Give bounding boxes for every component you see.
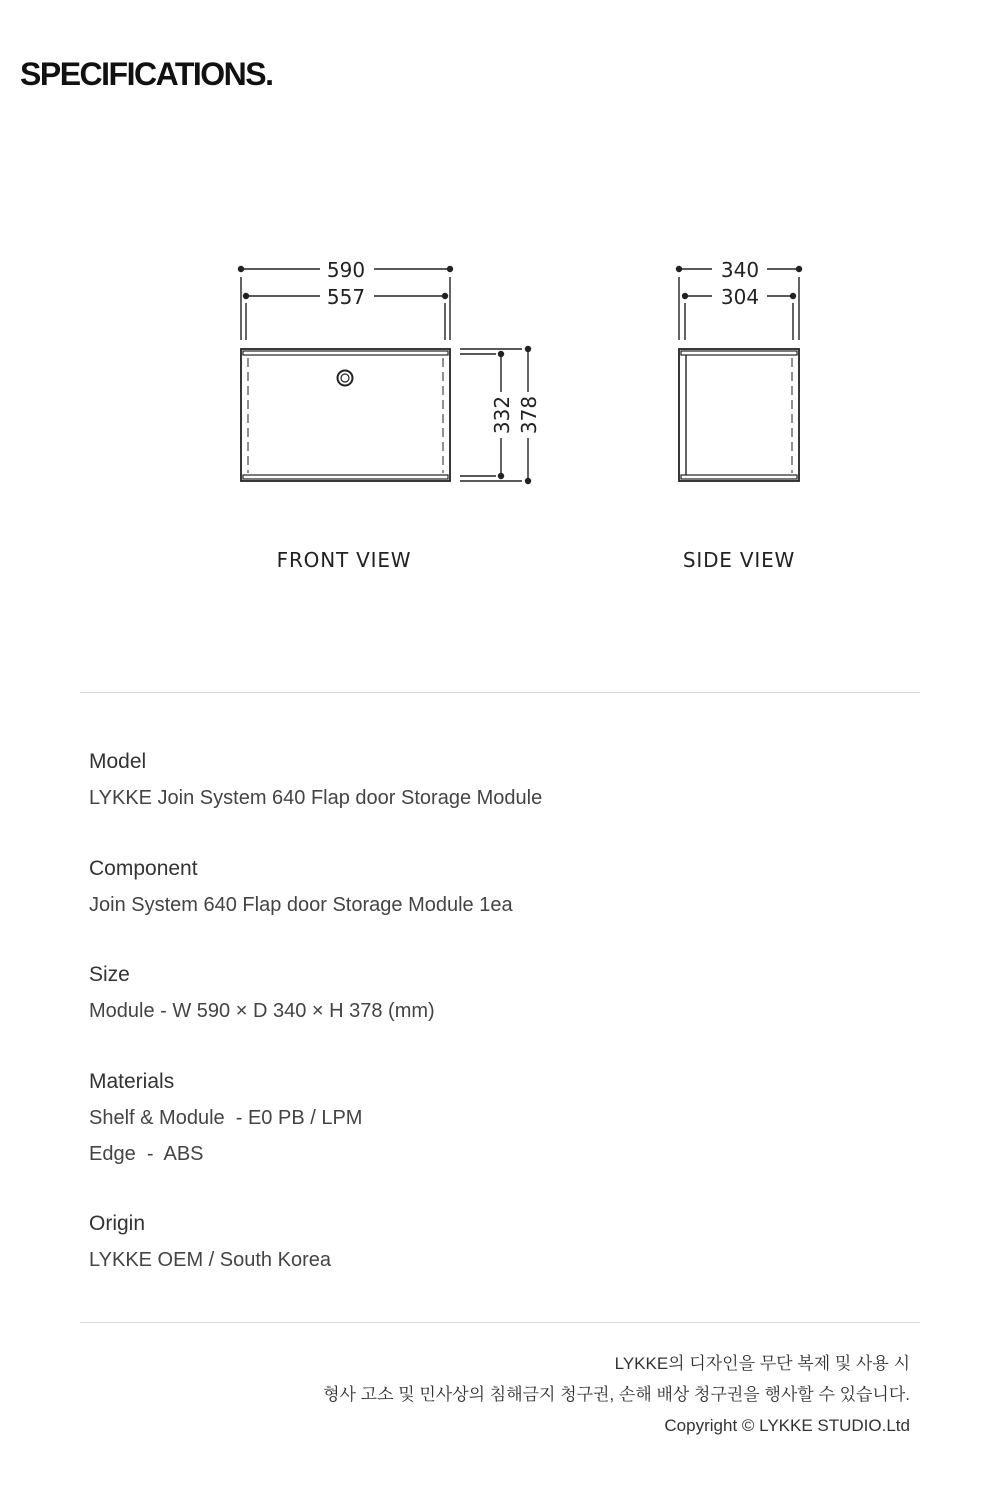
spec-heading: Origin <box>89 1212 146 1235</box>
spec-heading: Size <box>89 963 130 986</box>
technical-drawing <box>0 0 1000 600</box>
front-view-label: FRONT VIEW <box>276 548 412 572</box>
front-outer-height-label: 378 <box>517 395 541 435</box>
spec-heading: Model <box>89 750 147 773</box>
footer-copyright: Copyright © LYKKE STUDIO.Ltd <box>664 1416 910 1435</box>
divider-bottom <box>80 1322 920 1323</box>
footer-line-2: 형사 고소 및 민사상의 침해금지 청구권, 손해 배상 청구권을 행사할 수 있습니다. <box>323 1385 910 1404</box>
spec-component <box>89 851 513 923</box>
front-inner-width-label: 557 <box>326 285 366 309</box>
footer-line-1: LYKKE의 디자인을 무단 복제 및 사용 시 <box>614 1354 910 1373</box>
spec-value: Shelf & Module - E0 PB / LPM <box>89 1107 363 1129</box>
spec-heading: Materials <box>89 1070 175 1093</box>
spec-materials <box>89 1064 362 1172</box>
page-title: SPECIFICATIONS. <box>20 56 273 92</box>
side-outer-depth-label: 340 <box>720 258 760 282</box>
divider-top <box>80 692 920 693</box>
spec-value: Edge - ABS <box>89 1143 204 1165</box>
side-view-label: SIDE VIEW <box>682 548 796 572</box>
spec-model <box>89 744 542 816</box>
front-outer-width-label: 590 <box>326 258 366 282</box>
spec-size <box>89 957 435 1029</box>
front-view-drawing <box>239 267 531 484</box>
spec-value: Join System 640 Flap door Storage Module 1ea <box>89 894 513 916</box>
spec-value: LYKKE Join System 640 Flap door Storage Module <box>89 787 543 809</box>
spec-value: LYKKE OEM / South Korea <box>89 1249 331 1271</box>
footer-notice <box>323 1348 910 1441</box>
spec-value: Module - W 590 × D 340 × H 378 (mm) <box>89 1000 435 1022</box>
spec-heading: Component <box>89 857 198 880</box>
side-inner-depth-label: 304 <box>720 285 760 309</box>
spec-origin <box>89 1206 331 1278</box>
front-inner-height-label: 332 <box>490 395 514 435</box>
